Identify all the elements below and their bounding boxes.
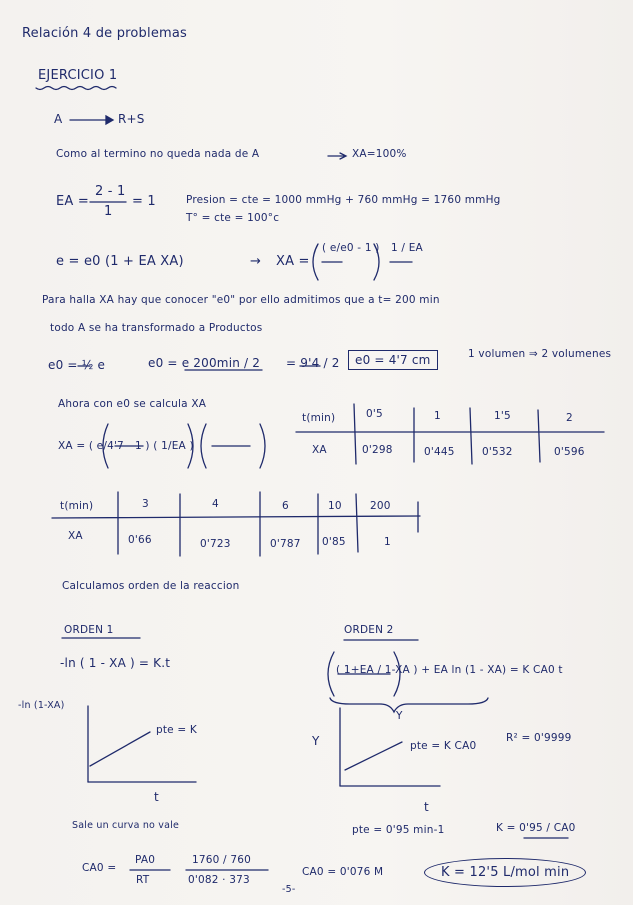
table1-row-label: XA xyxy=(312,444,327,456)
ea-numerator: 2 - 1 xyxy=(95,184,126,199)
table2-t-0: 3 xyxy=(142,498,149,510)
e0-half: e0 = ½ e xyxy=(48,358,106,372)
table2-xa-3: 0'85 xyxy=(322,536,346,548)
temperature-text: T° = cte = 100°c xyxy=(186,212,280,224)
table1-xa-2: 0'532 xyxy=(482,446,513,458)
cao-frac2-num: 1760 / 760 xyxy=(192,854,251,866)
cao-value: CA0 = 0'076 M xyxy=(302,866,384,878)
table1-xa-0: 0'298 xyxy=(362,444,393,456)
orden2-title: ORDEN 2 xyxy=(344,624,394,636)
orden1-equation: -ln ( 1 - XA ) = K.t xyxy=(60,656,171,670)
reactant-label: A xyxy=(54,112,63,126)
ea-lhs: EA = xyxy=(56,194,89,209)
table2-header-label: t(min) xyxy=(60,500,94,512)
table1-xa-3: 0'596 xyxy=(554,446,585,458)
cao-frac2-den: 0'082 · 373 xyxy=(188,874,250,886)
ea-denominator: 1 xyxy=(104,204,113,219)
table2-xa-2: 0'787 xyxy=(270,538,301,550)
table1-t-3: 2 xyxy=(566,412,573,424)
table1-t-2: 1'5 xyxy=(494,410,511,422)
orden1-xlabel: t xyxy=(154,790,159,804)
orden2-ylabel: Y xyxy=(312,734,320,748)
paragraph-line1: Para halla XA hay que conocer "e0" por ello admitimos que a t= 200 min xyxy=(42,294,440,306)
orden1-slope: pte = K xyxy=(156,724,198,736)
table1-xa-1: 0'445 xyxy=(424,446,455,458)
pressure-text: Presion = cte = 1000 mmHg + 760 mmHg = 1760 mmHg xyxy=(186,194,501,206)
cao-frac1-den: RT xyxy=(136,874,150,886)
orden2-equation: ( 1+EA / 1-XA ) + EA ln (1 - XA) = K CA0 t xyxy=(336,664,563,676)
table1-t-1: 1 xyxy=(434,410,441,422)
ea-result: = 1 xyxy=(132,194,156,209)
page-number: -5- xyxy=(282,884,296,895)
orden2-brace-label: Y xyxy=(396,710,403,722)
products-label: R+S xyxy=(118,112,145,126)
cao-lhs: CA0 = xyxy=(82,862,117,874)
one-over-ea: 1 / EA xyxy=(391,242,423,254)
table2-t-3: 10 xyxy=(328,500,342,512)
e0-boxed-result: e0 = 4'7 cm xyxy=(348,350,438,370)
orden2-xlabel: t xyxy=(424,800,429,814)
orden2-pte: pte = 0'95 min-1 xyxy=(352,824,445,836)
graph2-line xyxy=(345,742,402,770)
table2-xa-1: 0'723 xyxy=(200,538,231,550)
orden1-title: ORDEN 1 xyxy=(64,624,114,636)
e0-value: = 9'4 / 2 xyxy=(286,356,340,370)
intro-text: Como al termino no queda nada de A xyxy=(56,148,260,160)
xa-100: XA=100% xyxy=(352,148,407,160)
table2-hline xyxy=(52,516,420,518)
order-text: Calculamos orden de la reaccion xyxy=(62,580,240,592)
cao-frac1-num: PA0 xyxy=(135,854,156,866)
e0-fraction: e0 = e 200min / 2 xyxy=(148,356,261,370)
xa-equals: XA = xyxy=(276,254,310,269)
table2-xa-0: 0'66 xyxy=(128,534,152,546)
title-underline xyxy=(36,87,116,90)
page-heading: Relación 4 de problemas xyxy=(22,26,188,41)
table2-xa-4: 1 xyxy=(384,536,391,548)
e-over-e0: ( e/e0 - 1 ) xyxy=(322,242,380,254)
orden1-ylabel: -ln (1-XA) xyxy=(18,700,65,711)
xa-formula: XA = ( e/4'7 - 1 ) ( 1/EA ) xyxy=(58,440,194,452)
ahora-text: Ahora con e0 se calcula XA xyxy=(58,398,207,410)
volume-note: 1 volumen ⇒ 2 volumenes xyxy=(468,348,612,360)
table2-row-label: XA xyxy=(68,530,83,542)
table2-t-4: 200 xyxy=(370,500,391,512)
graph1-line xyxy=(90,732,150,766)
k-final-result: K = 12'5 L/mol min xyxy=(424,858,586,887)
table1-t-0: 0'5 xyxy=(366,408,383,420)
paragraph-line2: todo A se ha transformado a Productos xyxy=(50,322,263,334)
volume-arrow: → xyxy=(250,254,262,269)
orden2-k: K = 0'95 / CA0 xyxy=(496,822,576,834)
table1-header-label: t(min) xyxy=(302,412,336,424)
volume-equation: e = e0 (1 + EA XA) xyxy=(56,254,184,269)
exercise-title: EJERCICIO 1 xyxy=(38,68,118,83)
table2-t-2: 6 xyxy=(282,500,289,512)
orden2-r2: R² = 0'9999 xyxy=(506,732,572,744)
orden1-note: Sale un curva no vale xyxy=(72,820,180,831)
orden2-slope: pte = K CA0 xyxy=(410,740,477,752)
table2-t-1: 4 xyxy=(212,498,219,510)
